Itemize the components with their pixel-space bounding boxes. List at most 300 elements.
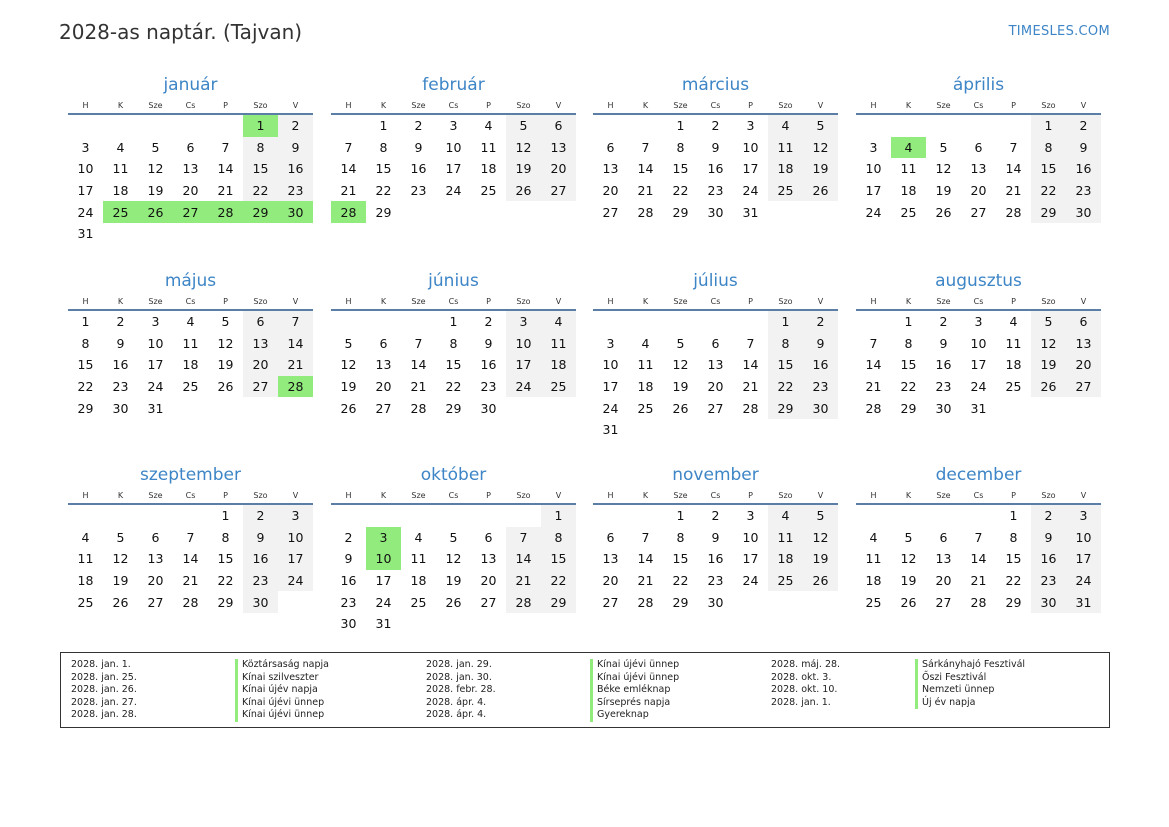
day-cell: 18: [77, 573, 94, 589]
weekday-header-row: [331, 487, 576, 504]
day-cell: 14: [637, 161, 654, 177]
empty-cell: [138, 223, 173, 245]
weekday-header: H: [331, 97, 366, 114]
month-name: május: [164, 271, 217, 291]
weekday-header: K: [103, 293, 138, 310]
week-row: [331, 527, 576, 549]
empty-cell: [541, 201, 576, 223]
empty-cell: [243, 223, 278, 245]
weekday-header: V: [541, 293, 576, 310]
weekday-header: K: [366, 487, 401, 504]
day-cell: 24: [445, 183, 462, 199]
day-cell: 31: [1066, 591, 1101, 613]
day-cell: 8: [768, 333, 803, 355]
weekday-header: P: [208, 487, 243, 504]
weekday-header: Szo: [506, 293, 541, 310]
day-cell: 12: [112, 551, 129, 567]
empty-cell: [541, 613, 576, 635]
month-name: április: [952, 75, 1005, 95]
empty-cell: [891, 504, 926, 527]
day-cell: 23: [480, 379, 497, 395]
empty-cell: [401, 504, 436, 527]
day-cell: 25: [637, 400, 654, 416]
empty-cell: [138, 114, 173, 137]
day-cell: 10: [77, 161, 94, 177]
weekday-header: H: [593, 293, 628, 310]
empty-cell: [733, 310, 768, 333]
empty-cell: [208, 223, 243, 245]
day-cell: 6: [974, 139, 983, 155]
day-cell: 5: [344, 335, 353, 351]
empty-cell: [926, 504, 961, 527]
weekday-header-row: [593, 293, 838, 310]
day-cell: 23: [707, 183, 724, 199]
day-cell: 17: [865, 183, 882, 199]
day-cell: 8: [221, 529, 230, 545]
day-cell: 12: [900, 551, 917, 567]
day-cell: 8: [904, 335, 913, 351]
empty-cell: [593, 504, 628, 527]
legend-date: 2028. jan. 28.: [71, 709, 137, 721]
week-row: [68, 201, 313, 223]
legend-holiday-name: Új év napja: [915, 697, 1025, 710]
weekday-header: Cs: [698, 97, 733, 114]
day-cell: 19: [506, 158, 541, 180]
month-table: [856, 97, 1101, 223]
day-cell: 12: [803, 137, 838, 159]
empty-cell: [628, 114, 663, 137]
legend-date: 2028. ápr. 4.: [426, 709, 487, 721]
empty-cell: [628, 419, 663, 441]
day-cell: 15: [541, 548, 576, 570]
day-cell: 5: [803, 114, 838, 137]
day-cell: 15: [77, 357, 94, 373]
day-cell: 17: [742, 551, 759, 567]
day-cell: 2: [484, 314, 493, 330]
day-cell: 16: [278, 158, 313, 180]
legend-names-column: [235, 659, 329, 722]
legend-dates-column: [771, 659, 840, 709]
day-cell: 14: [182, 551, 199, 567]
day-cell: 22: [445, 379, 462, 395]
month-name: március: [681, 75, 750, 95]
empty-cell: [663, 419, 698, 441]
day-cell: 11: [768, 527, 803, 549]
day-cell: 1: [676, 118, 685, 134]
legend-holiday-name: Sárkányhajó Fesztivál: [915, 659, 1025, 672]
day-cell: 11: [900, 161, 917, 177]
day-cell: 11: [865, 551, 882, 567]
day-cell: 22: [900, 379, 917, 395]
day-cell: 11: [77, 551, 94, 567]
week-row: [856, 310, 1101, 333]
day-cell: 25: [103, 201, 138, 223]
empty-cell: [768, 419, 803, 441]
month-name: július: [693, 271, 738, 291]
day-cell: 1: [768, 310, 803, 333]
day-cell: 25: [77, 594, 94, 610]
day-cell: 7: [221, 139, 230, 155]
day-cell: 24: [147, 379, 164, 395]
empty-cell: [208, 114, 243, 137]
empty-cell: [436, 613, 471, 635]
empty-cell: [173, 114, 208, 137]
day-cell: 20: [707, 379, 724, 395]
legend-holiday-name: Kínai szilveszter: [235, 672, 329, 685]
weekday-header: Cs: [436, 487, 471, 504]
empty-cell: [1066, 397, 1101, 419]
weekday-header: Szo: [768, 487, 803, 504]
day-cell: 12: [672, 357, 689, 373]
weekday-header: Cs: [698, 487, 733, 504]
week-row: [331, 333, 576, 355]
day-cell: 22: [768, 376, 803, 398]
empty-cell: [628, 310, 663, 333]
day-cell: 24: [1066, 570, 1101, 592]
week-row: [68, 591, 313, 613]
day-cell: 14: [742, 357, 759, 373]
day-cell: 13: [602, 161, 619, 177]
day-cell: 30: [340, 616, 357, 632]
day-cell: 26: [672, 400, 689, 416]
weekday-header-row: [68, 293, 313, 310]
day-cell: 29: [1005, 594, 1022, 610]
day-cell: 31: [147, 400, 164, 416]
day-cell: 14: [410, 357, 427, 373]
day-cell: 25: [768, 570, 803, 592]
weekday-header: Cs: [173, 487, 208, 504]
day-cell: 16: [1066, 158, 1101, 180]
day-cell: 19: [217, 357, 234, 373]
day-cell: 14: [217, 161, 234, 177]
day-cell: 26: [1031, 376, 1066, 398]
day-cell: 5: [151, 139, 160, 155]
day-cell: 18: [112, 183, 129, 199]
weekday-header: P: [471, 97, 506, 114]
day-cell: 5: [449, 529, 458, 545]
day-cell: 21: [410, 379, 427, 395]
weekday-header: Sze: [401, 97, 436, 114]
week-row: [331, 591, 576, 613]
day-cell: 1: [1009, 508, 1018, 524]
day-cell: 23: [410, 183, 427, 199]
weekday-header: P: [996, 293, 1031, 310]
day-cell: 12: [803, 527, 838, 549]
day-cell: 30: [278, 201, 313, 223]
week-row: [856, 548, 1101, 570]
day-cell: 23: [340, 594, 357, 610]
day-cell: 23: [707, 573, 724, 589]
empty-cell: [856, 504, 891, 527]
week-row: [856, 376, 1101, 398]
day-cell: 25: [480, 183, 497, 199]
weekday-header-row: [68, 487, 313, 504]
day-cell: 27: [935, 594, 952, 610]
day-cell: 16: [243, 548, 278, 570]
day-cell: 27: [173, 201, 208, 223]
day-cell: 22: [541, 570, 576, 592]
day-cell: 19: [935, 183, 952, 199]
day-cell: 16: [1031, 548, 1066, 570]
day-cell: 16: [340, 573, 357, 589]
week-row: [856, 504, 1101, 527]
day-cell: 10: [602, 357, 619, 373]
empty-cell: [436, 504, 471, 527]
day-cell: 29: [900, 400, 917, 416]
day-cell: 7: [641, 529, 650, 545]
day-cell: 15: [217, 551, 234, 567]
day-cell: 16: [803, 354, 838, 376]
week-row: [593, 158, 838, 180]
day-cell: 19: [1031, 354, 1066, 376]
empty-cell: [961, 114, 996, 137]
weekday-header: Cs: [961, 293, 996, 310]
day-cell: 29: [541, 591, 576, 613]
legend-date: 2028. febr. 28.: [426, 684, 496, 696]
week-row: [68, 570, 313, 592]
weekday-header: K: [103, 487, 138, 504]
day-cell: 27: [602, 204, 619, 220]
day-cell: 8: [676, 139, 685, 155]
day-cell: 9: [116, 335, 125, 351]
empty-cell: [173, 397, 208, 419]
weekday-header: H: [593, 487, 628, 504]
weekday-header: K: [891, 97, 926, 114]
empty-cell: [103, 504, 138, 527]
weekday-header: Sze: [138, 293, 173, 310]
weekday-header: P: [471, 293, 506, 310]
day-cell: 25: [182, 379, 199, 395]
week-row: [331, 376, 576, 398]
day-cell: 14: [970, 551, 987, 567]
day-cell: 25: [865, 594, 882, 610]
day-cell: 1: [904, 314, 913, 330]
day-cell: 19: [900, 573, 917, 589]
day-cell: 9: [344, 551, 353, 567]
weekday-header: V: [1066, 487, 1101, 504]
empty-cell: [278, 397, 313, 419]
day-cell: 15: [900, 357, 917, 373]
week-row: [331, 201, 576, 223]
day-cell: 9: [414, 139, 423, 155]
day-cell: 5: [116, 529, 125, 545]
weekday-header: Szo: [243, 487, 278, 504]
week-row: [331, 504, 576, 527]
empty-cell: [401, 310, 436, 333]
week-row: [68, 376, 313, 398]
day-cell: 28: [410, 400, 427, 416]
weekday-header: V: [1066, 293, 1101, 310]
legend-holiday-name: Kínai újév napja: [235, 684, 329, 697]
site-link[interactable]: TIMESLES.COM: [1008, 24, 1110, 39]
month-name: február: [422, 75, 485, 95]
day-cell: 10: [366, 548, 401, 570]
day-cell: 11: [480, 139, 497, 155]
weekday-header: Sze: [663, 293, 698, 310]
month-name: augusztus: [935, 271, 1022, 291]
weekday-header: Cs: [961, 97, 996, 114]
day-cell: 14: [637, 551, 654, 567]
empty-cell: [856, 310, 891, 333]
day-cell: 9: [711, 139, 720, 155]
day-cell: 22: [77, 379, 94, 395]
month-table: [68, 97, 313, 245]
empty-cell: [803, 419, 838, 441]
day-cell: 2: [1066, 114, 1101, 137]
week-row: [68, 527, 313, 549]
day-cell: 28: [182, 594, 199, 610]
empty-cell: [331, 114, 366, 137]
weekday-header: Szo: [1031, 487, 1066, 504]
empty-cell: [506, 201, 541, 223]
weekday-header: P: [996, 487, 1031, 504]
day-cell: 28: [637, 204, 654, 220]
empty-cell: [768, 201, 803, 223]
day-cell: 26: [803, 570, 838, 592]
day-cell: 28: [506, 591, 541, 613]
day-cell: 13: [480, 551, 497, 567]
week-row: [68, 114, 313, 137]
weekday-header: Szo: [768, 97, 803, 114]
day-cell: 15: [375, 161, 392, 177]
weekday-header: P: [733, 487, 768, 504]
empty-cell: [278, 223, 313, 245]
month-calendar: [856, 74, 1101, 223]
day-cell: 16: [112, 357, 129, 373]
empty-cell: [628, 504, 663, 527]
day-cell: 1: [1031, 114, 1066, 137]
day-cell: 3: [746, 118, 755, 134]
week-row: [856, 570, 1101, 592]
day-cell: 14: [340, 161, 357, 177]
day-cell: 29: [672, 594, 689, 610]
day-cell: 3: [506, 310, 541, 333]
day-cell: 7: [746, 335, 755, 351]
month-calendar: [856, 464, 1101, 613]
day-cell: 27: [707, 400, 724, 416]
day-cell: 31: [742, 204, 759, 220]
day-cell: 8: [541, 527, 576, 549]
day-cell: 17: [970, 357, 987, 373]
day-cell: 18: [182, 357, 199, 373]
day-cell: 30: [1031, 591, 1066, 613]
week-row: [68, 180, 313, 202]
weekday-header-row: [593, 487, 838, 504]
day-cell: 2: [278, 114, 313, 137]
day-cell: 24: [375, 594, 392, 610]
day-cell: 18: [410, 573, 427, 589]
day-cell: 20: [541, 158, 576, 180]
day-cell: 10: [278, 527, 313, 549]
day-cell: 30: [243, 591, 278, 613]
day-cell: 14: [1005, 161, 1022, 177]
empty-cell: [926, 114, 961, 137]
day-cell: 11: [637, 357, 654, 373]
day-cell: 27: [243, 376, 278, 398]
day-cell: 9: [1031, 527, 1066, 549]
day-cell: 4: [891, 137, 926, 159]
day-cell: 8: [81, 335, 90, 351]
day-cell: 22: [217, 573, 234, 589]
day-cell: 30: [707, 594, 724, 610]
day-cell: 17: [742, 161, 759, 177]
month-name: december: [935, 465, 1022, 485]
day-cell: 19: [112, 573, 129, 589]
weekday-header: Szo: [506, 487, 541, 504]
empty-cell: [103, 223, 138, 245]
weekday-header: K: [628, 97, 663, 114]
day-cell: 5: [676, 335, 685, 351]
month-calendar: [593, 74, 838, 223]
week-row: [68, 333, 313, 355]
day-cell: 9: [278, 137, 313, 159]
month-calendar: [331, 270, 576, 419]
empty-cell: [891, 114, 926, 137]
empty-cell: [366, 310, 401, 333]
weekday-header: K: [628, 293, 663, 310]
day-cell: 14: [865, 357, 882, 373]
day-cell: 8: [243, 137, 278, 159]
weekday-header: Szo: [243, 293, 278, 310]
weekday-header: Cs: [961, 487, 996, 504]
weekday-header: V: [541, 487, 576, 504]
day-cell: 8: [1009, 529, 1018, 545]
day-cell: 25: [1005, 379, 1022, 395]
day-cell: 7: [869, 335, 878, 351]
day-cell: 26: [900, 594, 917, 610]
day-cell: 31: [375, 616, 392, 632]
day-cell: 4: [768, 114, 803, 137]
month-table: [68, 293, 313, 419]
day-cell: 29: [445, 400, 462, 416]
day-cell: 18: [480, 161, 497, 177]
weekday-header: Szo: [506, 97, 541, 114]
week-row: [593, 548, 838, 570]
day-cell: 31: [602, 422, 619, 438]
day-cell: 22: [1031, 180, 1066, 202]
day-cell: 21: [865, 379, 882, 395]
day-cell: 25: [768, 180, 803, 202]
day-cell: 11: [1005, 335, 1022, 351]
month-calendar: [593, 270, 838, 441]
legend-names-column: [590, 659, 679, 722]
day-cell: 6: [541, 114, 576, 137]
empty-cell: [803, 591, 838, 613]
day-cell: 3: [1066, 504, 1101, 527]
day-cell: 28: [865, 400, 882, 416]
weekday-header: Cs: [436, 97, 471, 114]
month-table: [856, 293, 1101, 419]
day-cell: 18: [768, 158, 803, 180]
day-cell: 2: [711, 118, 720, 134]
month-table: [331, 97, 576, 223]
day-cell: 1: [221, 508, 230, 524]
day-cell: 20: [147, 573, 164, 589]
month-name: november: [672, 465, 759, 485]
weekday-header: Sze: [138, 487, 173, 504]
weekday-header: Cs: [173, 97, 208, 114]
day-cell: 21: [217, 183, 234, 199]
empty-cell: [208, 397, 243, 419]
day-cell: 30: [1066, 201, 1101, 223]
legend-holiday-name: Köztársaság napja: [235, 659, 329, 672]
day-cell: 30: [935, 400, 952, 416]
day-cell: 18: [768, 548, 803, 570]
day-cell: 26: [217, 379, 234, 395]
day-cell: 13: [707, 357, 724, 373]
day-cell: 2: [939, 314, 948, 330]
week-row: [856, 333, 1101, 355]
